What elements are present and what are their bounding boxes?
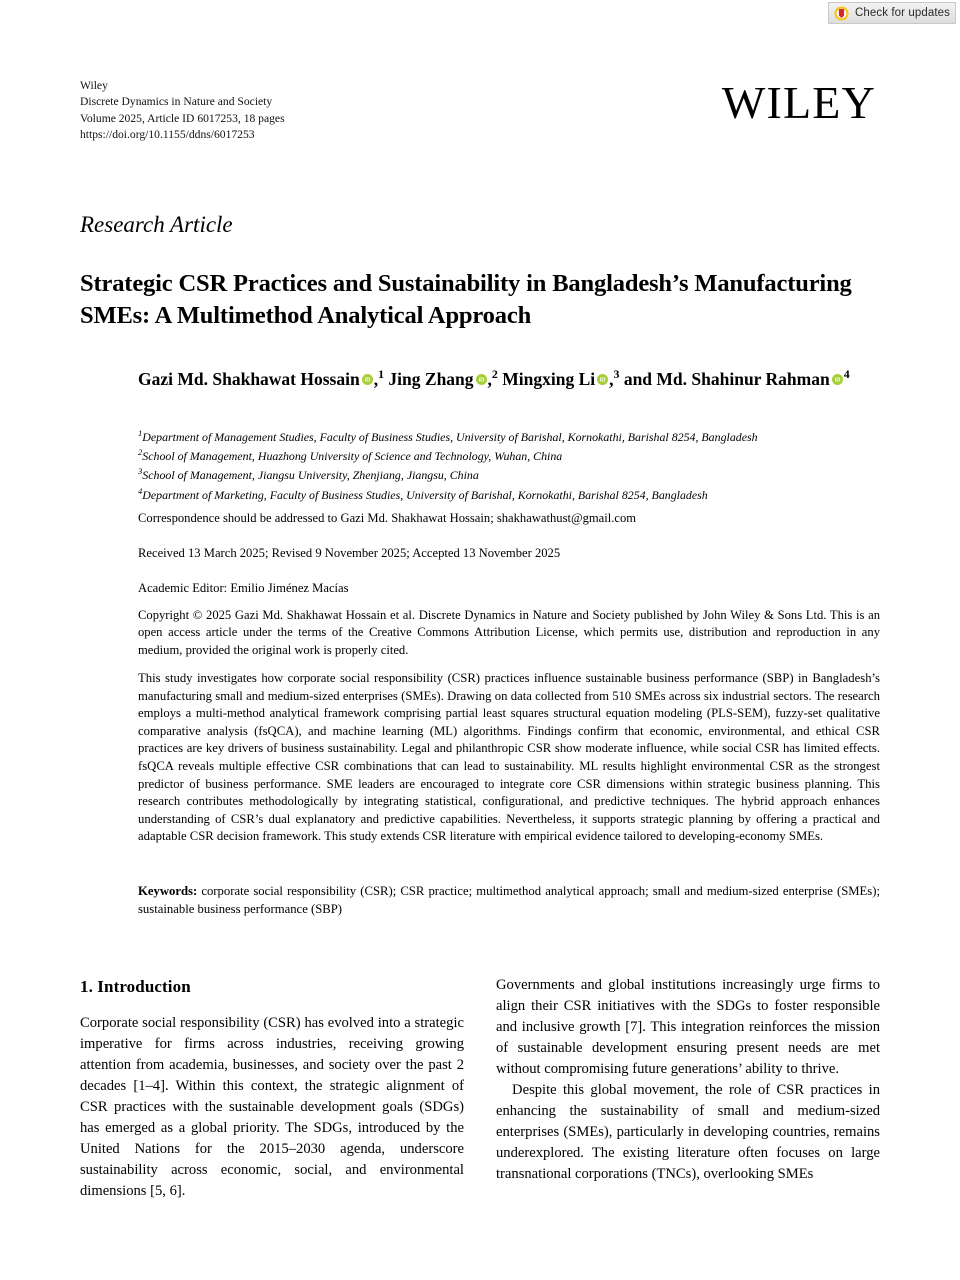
abstract-text: This study investigates how corporate social responsibility (CSR) practices influence sustainable business performance (SBP) in Bangladesh’s manufacturing small and medium-sized enterprises (SMEs). Drawing on data collected from 510 SMEs across six industrial sectors. The research employs a multi-method analytical framework comprising partial least squares structural equation modeling (PLS-SEM), fuzzy-set qualitative comparative analysis (fsQCA), and machine learning (ML) algorithms. Findings confirm that economic, environmental, and ethical CSR practices are key drivers of business sustainability. Legal and philanthropic CSR show moderate influence, while social CSR has limited effects. fsQCA reveals multiple effective CSR combinations that can lead to sustainability. ML results highlight environmental CSR as the strongest predictor of business performance. SME leaders are encouraged to integrate core CSR dimensions within strategic business planning. This research contributes methodologically by integrating statistical, configurational, and predictive techniques. The hybrid approach enhances understanding of CSR’s dual explanatory and predictive capabilities. Nevertheless, it supports strategic planning by offering a practical and adaptable CSR decision framework. This study extends CSR literature with empirical evidence tailored to developing-economy SMEs.: [138, 671, 880, 844]
affiliation-text: School of Management, Huazhong University of Science and Technology, Wuhan, China: [142, 449, 563, 464]
author-name: Jing Zhang: [388, 368, 474, 389]
left-column: [80, 975, 464, 1225]
affiliation-marker: 1: [138, 428, 143, 438]
keywords-label: Keywords:: [138, 884, 198, 898]
copyright-statement: Copyright © 2025 Gazi Md. Shakhawat Hossain et al. Discrete Dynamics in Nature and Society published by John Wiley & Sons Ltd. This is an open access article under the terms of the Creative Commons Attribution License, which permits use, distribution and reproduction in any medium, provided the original work is properly cited.: [138, 608, 880, 657]
author-affiliation-marker: 4: [843, 367, 850, 381]
paragraph: Corporate social responsibility (CSR) has evolved into a strategic imperative for firms across industries, receiving growing attention from academia, businesses, and society over the past 2 decades [1–4]. Within this context, the strategic alignment of CSR practices with the sustainable development goals (SDGs) has emerged as a global priority. The SDGs, introduced by the United Nations for the 2015–2030 agenda, underscore sustainability across economic, social, and environmental dimensions [5, 6].: [80, 1015, 464, 1200]
wiley-logo: WILEY: [721, 77, 876, 128]
author-affiliation-marker: 2: [491, 367, 498, 381]
author-name: and Md. Shahinur Rahman: [623, 368, 830, 389]
volume-line: Volume 2025, Article ID 6017253, 18 pages: [80, 111, 285, 125]
body-columns: [80, 975, 880, 1225]
svg-text:iD: iD: [834, 378, 841, 385]
crossmark-icon: [834, 6, 849, 21]
affiliation-marker: 4: [138, 485, 143, 496]
keywords-block: [138, 883, 880, 919]
page-title: Strategic CSR Practices and Sustainability in Bangladesh’s Manufacturing SMEs: A Multimethod Analytical Approach: [80, 270, 852, 330]
journal-info: [80, 78, 285, 144]
article-type: Research Article: [80, 212, 233, 237]
author-affiliation-marker: 3: [613, 367, 620, 381]
affiliation-marker: 2: [138, 447, 143, 458]
academic-editor-line: Academic Editor: Emilio Jiménez Macías: [138, 581, 349, 595]
svg-text:iD: iD: [599, 378, 606, 385]
section-heading-introduction: 1. Introduction: [80, 977, 191, 996]
affiliation-item: [138, 485, 878, 504]
affiliation-item: [138, 427, 878, 446]
orcid-icon[interactable]: [362, 374, 373, 385]
affiliation-text: Department of Management Studies, Faculty of Business Studies, University of Barishal, Kornokathi, Barishal 8254, Bangladesh: [142, 429, 758, 444]
affiliation-list: [138, 427, 878, 504]
author-affiliation-marker: 1: [378, 367, 385, 381]
affiliation-item: [138, 465, 878, 484]
keywords-text: corporate social responsibility (CSR); CSR practice; multimethod analytical approach; small and medium-sized enterprise (SMEs); sustainable business performance (SBP): [138, 884, 880, 916]
orcid-icon[interactable]: [832, 374, 843, 385]
affiliation-text: School of Management, Jiangsu University, Zhenjiang, Jiangsu, China: [142, 468, 479, 483]
correspondence-line: Correspondence should be addressed to Gazi Md. Shakhawat Hossain; shakhawathust@gmail.com: [138, 511, 637, 525]
right-column: [496, 975, 880, 1225]
dates-line: Received 13 March 2025; Revised 9 November 2025; Accepted 13 November 2025: [138, 546, 561, 560]
author-name: Mingxing Li: [502, 368, 596, 389]
orcid-icon[interactable]: [597, 374, 608, 385]
affiliation-item: [138, 446, 878, 465]
check-for-updates-label: Check for updates: [855, 7, 951, 19]
article-meta: [138, 510, 878, 615]
paragraph: Despite this global movement, the role of CSR practices in enhancing the sustainability of small and medium-sized enterprises (SMEs), particularly in developing countries, remains underexplored. The existing literature often focuses on large transnational corporations (TNCs), overlooking SMEs: [496, 1082, 880, 1182]
svg-text:iD: iD: [478, 378, 484, 385]
masthead: [80, 78, 880, 144]
publisher-name: Wiley: [80, 79, 108, 92]
svg-text:iD: iD: [364, 378, 371, 385]
author-name: Gazi Md. Shakhawat Hossain: [138, 368, 360, 389]
doi-link[interactable]: https://doi.org/10.1155/ddns/6017253: [80, 128, 255, 142]
author-list: Gazi Md. Shakhawat Hossain iD ,$^1$ Jing Zhang iD ,$^2$ Mingxing Li iD ,$^3$ and Md. Shahinur Rahman iD $^4$: [138, 367, 850, 389]
journal-name: Discrete Dynamics in Nature and Society: [80, 95, 273, 109]
orcid-icon[interactable]: [476, 374, 487, 385]
affiliation-text: Department of Marketing, Faculty of Business Studies, University of Barishal, Kornokathi, Barishal 8254, Bangladesh: [142, 487, 708, 502]
affiliation-marker: 3: [138, 466, 143, 477]
check-for-updates-badge[interactable]: [828, 2, 956, 24]
paragraph: Governments and global institutions increasingly urge firms to align their CSR initiatives with the SDGs to foster responsible and inclusive growth [7]. This integration reinforces the mission of sustainable development ensuring present needs are met without compromising future generations’ ability to thrive.: [496, 977, 880, 1077]
